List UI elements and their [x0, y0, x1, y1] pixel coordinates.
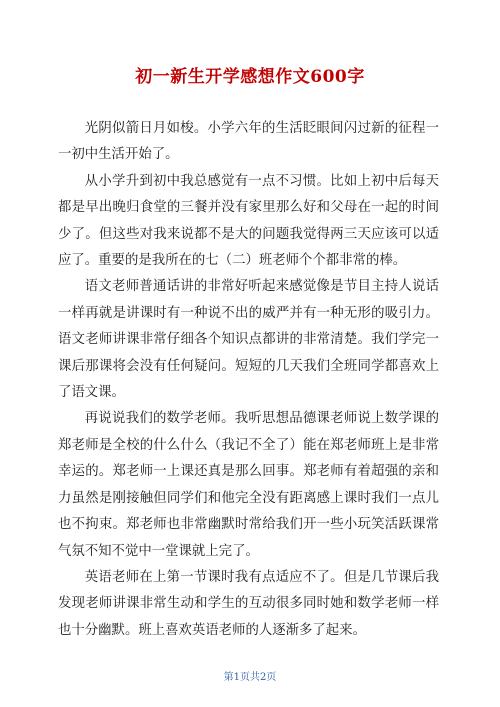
- document-body: [58, 116, 439, 644]
- paragraph-4: 再说说我们的数学老师。我听思想品德课老师说上数学课的郑老师是全校的什么什么（我记不全了）能在郑老师班上是非常幸运的。郑老师一上课还真是那么回事。郑老师有着超强的亲和力虽然是刚接触但同学们和他完全没有距离感上课时我们一点儿也不拘束。郑老师也非常幽默时常给我们开一些小玩笑活跃课常气氛不知不觉中一堂课就上完了。: [58, 411, 439, 559]
- paragraph-5: 英语老师在上第一节课时我有点适应不了。但是几节课后我发现老师讲课非常生动和学生的互动很多同时她和数学老师一样也十分幽默。班上喜欢英语老师的人逐渐多了起来。: [58, 569, 439, 638]
- paragraph-2: 从小学升到初中我总感觉有一点不习惯。比如上初中后每天都是早出晚归食堂的三餐并没有家里那么好和父母在一起的时间少了。但这些对我来说都不是大的问题我觉得两三天应该可以适应了。重要的是我所在的七（二）班老师个个都非常的棒。: [58, 173, 439, 269]
- paragraph-3: 语文老师普通话讲的非常好听起来感觉像是节目主持人说话一样再就是讲课时有一种说不出的威严并有一种无形的吸引力。语文老师讲课非常仔细各个知识点都讲的非常清楚。我们学完一课后那课将会没有任何疑问。短短的几天我们全班同学都喜欢上了语文课。: [58, 279, 439, 401]
- document-title: 初一新生开学感想作文600字: [135, 67, 365, 87]
- page-number-footer: 第1页共2页: [223, 672, 277, 683]
- paragraph-1: 光阴似箭日月如梭。小学六年的生活眨眼间闪过新的征程一一初中生活开始了。: [58, 121, 439, 163]
